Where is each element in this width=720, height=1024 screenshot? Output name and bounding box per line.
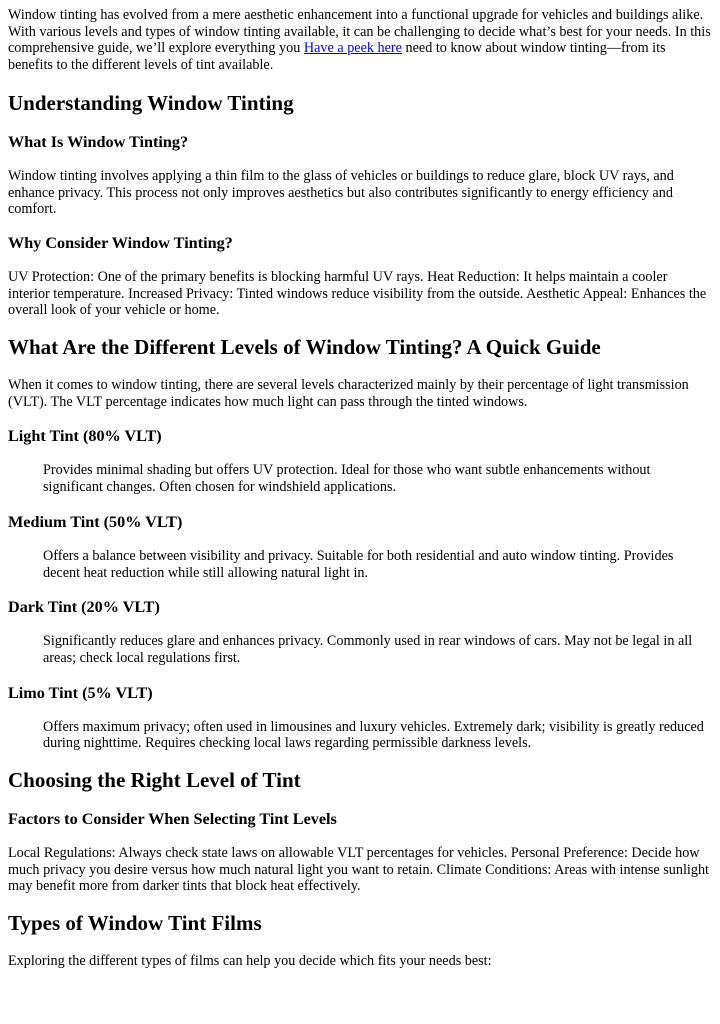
paragraph-what-is: Window tinting involves applying a thin film to the glass of vehicles or buildings to reduce glare, block UV rays, and enhance privacy. This process not only improves aesthetics but also contributes significantly to energy efficiency and comfort.: [8, 167, 674, 218]
intro-text-after: need to know about window tinting—from its benefits to the different levels of tint available.: [8, 40, 666, 74]
paragraph-limo-tint: Offers maximum privacy; often used in limousines and luxury vehicles. Extremely dark; visibility is greatly reduced during nighttime. Requires checking local laws regarding permissible darkness levels.: [43, 718, 704, 752]
paragraph-factors: Local Regulations: Always check state laws on allowable VLT percentages for vehicles. Personal Preference: Decide how much privacy you desire versus how much natural light you want to retain. Climate Conditions: Areas with intense sunlight may benefit more from darker tints that block heat effectively.: [8, 845, 709, 895]
paragraph-types-intro: Exploring the different types of films can help you decide which fits your needs best:: [8, 953, 492, 970]
heading-types: Types of Window Tint Films: [8, 911, 262, 936]
intro-text-before: Window tinting has evolved from a mere aesthetic enhancement into a functional upgrade for vehicles and buildings alike. With various levels and types of window tinting available, it can be challenging to decide what’s best for your needs. In this comprehensive guide, we’ll explore everything you: [8, 7, 711, 57]
article: [0, 7, 720, 970]
paragraph-levels-intro: When it comes to window tinting, there are several levels characterized mainly by their percentage of light transmission (VLT). The VLT percentage indicates how much light can pass through the tinted windows.: [8, 377, 689, 410]
heading-what-is: What Is Window Tinting?: [8, 132, 189, 151]
heading-medium-tint: Medium Tint (50% VLT): [8, 512, 183, 531]
heading-light-tint: Light Tint (80% VLT): [8, 427, 162, 446]
heading-factors: Factors to Consider When Selecting Tint Levels: [8, 810, 337, 829]
intro-paragraph: [8, 7, 712, 74]
paragraph-dark-tint: Significantly reduces glare and enhances privacy. Commonly used in rear windows of cars. May not be legal in all areas; check local regulations first.: [43, 633, 693, 666]
paragraph-medium-tint: Offers a balance between visibility and privacy. Suitable for both residential and auto window tinting. Provides decent heat reduction while still allowing natural light in.: [43, 547, 674, 581]
heading-choosing: Choosing the Right Level of Tint: [8, 768, 301, 793]
have-a-peek-link[interactable]: Have a peek here: [303, 40, 402, 57]
heading-dark-tint: Dark Tint (20% VLT): [8, 598, 160, 617]
heading-understanding: Understanding Window Tinting: [8, 90, 294, 115]
heading-levels: What Are the Different Levels of Window Tinting? A Quick Guide: [8, 335, 601, 360]
paragraph-why-consider: UV Protection: One of the primary benefits is blocking harmful UV rays. Heat Reduction: It helps maintain a cooler interior temperature. Increased Privacy: Tinted windows reduce visibility from the outside. Aesthetic Appeal: Enhances the overall look of your vehicle or home.: [8, 268, 707, 319]
paragraph-light-tint: Provides minimal shading but offers UV protection. Ideal for those who want subtle enhancements without significant changes. Often chosen for windshield applications.: [43, 462, 651, 496]
heading-why-consider: Why Consider Window Tinting?: [8, 233, 233, 252]
heading-limo-tint: Limo Tint (5% VLT): [8, 683, 153, 702]
